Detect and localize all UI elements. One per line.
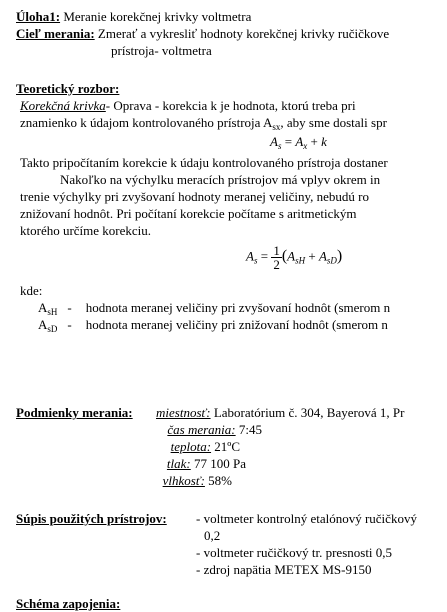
goal-line [16,25,389,42]
instrument-1-class: 0,2 [204,528,221,543]
condition-temperature: teplota: 21ºC [170,439,240,454]
task-title: Meranie korekčnej krivky voltmetra [63,9,252,24]
instruments-label: Súpis použitých prístrojov: [16,511,167,526]
goal-text-continued: prístroja- voltmetra [111,43,212,58]
theory-line-2: znamienko k údajom kontrolovaného prístroja $A_{sx}$, aby sme dostali spr [20,115,387,132]
instrument-3: - zdroj napätia METEX MS-9150 [196,562,372,577]
theory-term: Korekčná krivka [20,98,106,113]
condition-room: miestnosť: Laboratórium č. 304, Bayerová 1, Pr [156,405,405,420]
definition-asd: $A_{sD}$ - hodnota meranej veličiny pri znižovaní hodnôt (smerom n [38,317,388,334]
goal-label: Cieľ merania: [16,26,95,41]
theory-heading: Teoretický rozbor: [16,81,120,96]
goal-text: Zmerať a vykresliť hodnoty korekčnej krivky ručičkove [97,26,390,41]
fraction-one-half: $\frac{1}{2}$ [273,243,280,272]
theory-line-5: trenie výchylky pri zvyšovaní hodnoty meranej veličiny, nebudú ro [20,189,369,204]
definition-ash: $A_{sH}$ - hodnota meranej veličiny pri zvyšovaní hodnôt (smerom n [38,300,391,317]
formula-average: $A_s$ = $\frac{1}{2}$ $(A_{sH} + A_{sD})$ [246,243,343,272]
theory-line-1 [20,97,356,114]
condition-time: čas merania: 7:45 [167,422,262,437]
instrument-2: - voltmeter ručičkový tr. presnosti 0,5 [196,545,393,560]
theory-line-4: Nakoľko na výchylku meracích prístrojov má vplyv okrem in [60,172,381,187]
condition-pressure: tlak: 77 100 Pa [166,456,246,471]
condition-humidity: vlhkosť: 58% [162,473,232,488]
where-label: kde: [20,283,43,298]
theory-line-1-rest: - Oprava - korekcia k je hodnota, ktorú treba pri [105,98,356,113]
conditions-label: Podmienky merania: [16,405,133,420]
theory-line-3: Takto pripočítaním korekcie k údaju kontrolovaného prístroja dostaner [20,155,388,170]
theory-line-6: znižovaní hodnôt. Pri počítaní korekcie počítame s aritmetickým [20,206,357,221]
formula-correction: $A_s = A_x + k$ [270,134,327,151]
task-line [16,8,251,25]
schema-label: Schéma zapojenia: [16,596,121,611]
task-label: Úloha1: [16,9,61,24]
theory-line-7: ktorého určíme korekciu. [20,223,152,238]
instrument-1: - voltmeter kontrolný etalónový ručičkový [196,511,417,526]
